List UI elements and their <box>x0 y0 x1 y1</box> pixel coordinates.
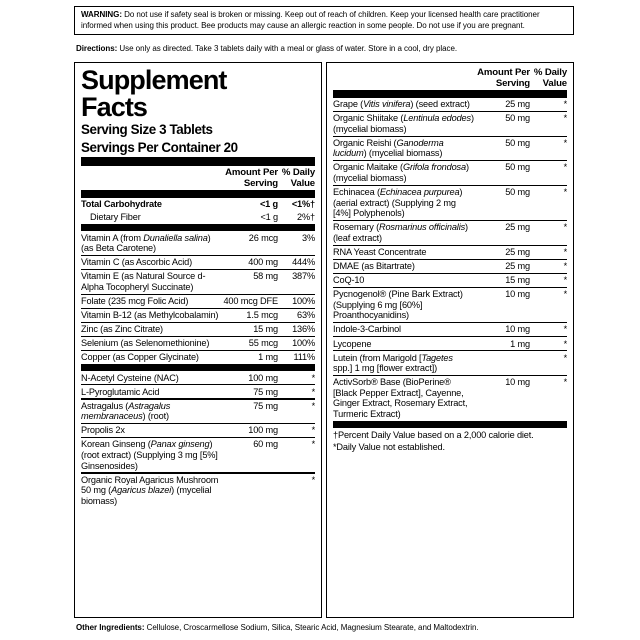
table-row <box>333 260 567 273</box>
nutrient-name: Organic Reishi (Ganoderma lucidum) (mycelial biomass) <box>333 137 444 159</box>
nutrient-daily-value: * <box>563 162 567 173</box>
nutrient-amount: 1.5 mcg <box>246 309 278 320</box>
other-ingredients-body: Cellulose, Croscarmellose Sodium, Silica, Stearic Acid, Magnesium Stearate, and Maltodextrin. <box>144 623 479 632</box>
nutrition-table-right <box>333 66 567 428</box>
table-row <box>81 309 315 322</box>
nutrient-name: DMAE (as Bitartrate) <box>333 261 415 272</box>
table-row <box>333 323 567 336</box>
warning-box <box>74 6 574 35</box>
table-row <box>81 438 315 472</box>
nutrient-name: Vitamin C (as Ascorbic Acid) <box>81 257 193 268</box>
table-row <box>333 161 567 185</box>
nutrient-amount <box>220 474 278 508</box>
nutrient-amount: 25 mg <box>505 99 530 110</box>
nutrient-name: Rosemary (Rosmarinus officinalis) (leaf extract) <box>333 222 468 243</box>
table-row <box>81 231 315 255</box>
table-row <box>333 137 567 161</box>
nutrient-daily-value: * <box>563 137 567 148</box>
supplement-facts-title-line2: Facts <box>81 92 148 122</box>
nutrition-table-left <box>81 166 315 508</box>
nutrient-amount: 15 mg <box>253 324 278 334</box>
nutrient-name: Organic Shiitake (Lentinula edodes) (mycelial biomass) <box>333 113 474 134</box>
separator-bar <box>81 190 315 198</box>
header-amount-line2-left: Serving <box>243 178 278 190</box>
nutrient-name: Vitamin E (as Natural Source d-Alpha Tocopheryl Succinate) <box>81 271 206 292</box>
nutrient-amount: 100 mg <box>248 372 278 383</box>
nutrient-daily-value: * <box>311 400 315 411</box>
serving-size: Serving Size 3 Tablets <box>81 122 213 137</box>
nutrient-name: RNA Yeast Concentrate <box>333 247 427 257</box>
table-row <box>333 274 567 287</box>
separator-bar <box>81 364 315 372</box>
table-row <box>81 351 315 364</box>
separator-bar <box>81 224 315 232</box>
nutrient-daily-value: * <box>563 247 567 257</box>
other-ingredients-label: Other Ingredients: <box>76 623 145 632</box>
table-row <box>333 288 567 322</box>
table-header-row-left <box>81 166 315 190</box>
table-row <box>81 385 315 398</box>
table-row <box>333 186 567 220</box>
panel-left-inner <box>75 63 321 617</box>
table-row <box>81 211 315 224</box>
nutrient-name: Total Carbohydrate <box>81 199 162 210</box>
table-row <box>333 337 567 350</box>
nutrient-name: Korean Ginseng (Panax ginseng) (root extract) (Supplying 3 mg [5%] Ginsenosides) <box>81 439 218 471</box>
nutrient-daily-value: * <box>563 352 567 363</box>
nutrient-name: ActivSorb® Base (BioPerine® [Black Pepper Extract], Cayenne, Ginger Extract, Rosemary Extract, Turmeric Extract) <box>333 377 468 419</box>
nutrient-name: Astragalus (Astragalus membranaceus) (root) <box>81 400 171 422</box>
header-amount-per-serving-left <box>220 166 278 190</box>
nutrient-daily-value: 100% <box>292 295 315 306</box>
nutrition-table-right-body <box>333 66 567 428</box>
nutrient-daily-value: 3% <box>302 232 315 243</box>
nutrient-amount: 10 mg <box>505 289 530 300</box>
nutrient-name: Zinc (as Zinc Citrate) <box>81 324 163 334</box>
table-row <box>333 98 567 111</box>
nutrient-amount: 26 mcg <box>248 232 278 243</box>
table-row <box>333 351 567 375</box>
supplement-facts-panel-right <box>326 62 574 618</box>
warning-text <box>81 10 568 31</box>
supplement-facts-title-line1: Supplement <box>81 65 227 95</box>
nutrient-daily-value: * <box>563 338 567 349</box>
header-amount-per-serving-right <box>474 66 530 90</box>
nutrient-daily-value: * <box>311 372 315 383</box>
table-separator <box>81 190 315 198</box>
nutrient-daily-value: * <box>311 386 315 397</box>
table-row <box>81 270 315 294</box>
header-dv-line1-right: % Daily <box>533 67 567 79</box>
nutrient-daily-value: <1%† <box>291 199 315 210</box>
nutrient-name: Vitamin A (from Dunaliella salina) (as Beta Carotene) <box>81 232 211 254</box>
header-blank-left <box>81 166 220 190</box>
nutrient-daily-value: * <box>311 439 315 450</box>
footnote-star: *Daily Value not established. <box>333 441 445 452</box>
nutrient-name: Organic Maitake (Grifola frondosa) (mycelial biomass) <box>333 162 469 184</box>
table-separator <box>333 90 567 98</box>
nutrient-daily-value: 387% <box>292 271 315 282</box>
nutrient-amount: 50 mg <box>505 187 530 198</box>
nutrition-table-left-body <box>81 166 315 508</box>
separator-bar <box>333 90 567 98</box>
table-row <box>81 474 315 508</box>
directions-label: Directions: <box>76 44 118 53</box>
other-ingredients-line <box>76 623 596 633</box>
separator-bar <box>333 421 567 429</box>
nutrient-name: Lycopene <box>333 338 372 349</box>
directions-body: Use only as directed. Take 3 tablets daily with a meal or glass of water. Store in a cool, dry place. <box>117 44 458 53</box>
nutrient-daily-value: * <box>563 99 567 110</box>
nutrient-name: N-Acetyl Cysteine (NAC) <box>81 372 179 383</box>
nutrient-name: Lutein (from Marigold [Tagetes spp.] 1 mg [flower extract]) <box>333 352 453 374</box>
nutrient-name: Echinacea (Echinacea purpurea) (aerial extract) (Supplying 2 mg [4%] Polyphenols) <box>333 187 463 219</box>
nutrient-amount: 55 mcg <box>248 338 278 349</box>
header-amount-line1-left: Amount Per <box>225 167 278 179</box>
supplement-facts-panel-left <box>74 62 322 618</box>
nutrient-amount: 1 mg <box>510 338 530 349</box>
nutrient-name: Organic Royal Agaricus Mushroom 50 mg (Agaricus blazei) (mycelial biomass) <box>81 474 219 506</box>
header-dv-line2-left: Value <box>290 178 315 190</box>
footnote-dagger: †Percent Daily Value based on a 2,000 calorie diet. <box>333 430 534 441</box>
nutrient-name: Pycnogenol® (Pine Bark Extract) (Supplying 6 mg [60%] Proanthocyanidins) <box>333 289 463 321</box>
header-amount-line2-right: Serving <box>495 78 530 90</box>
nutrient-daily-value: * <box>563 324 567 335</box>
nutrient-amount: 100 mg <box>248 425 278 436</box>
nutrient-name: Copper (as Copper Glycinate) <box>81 352 199 363</box>
table-row <box>81 198 315 211</box>
nutrient-amount: 50 mg <box>505 137 530 148</box>
nutrient-amount: <1 g <box>260 212 278 223</box>
nutrient-amount: 10 mg <box>505 324 530 335</box>
panel-right-inner <box>327 63 573 617</box>
nutrient-amount: 10 mg <box>505 377 530 388</box>
warning-body: Do not use if safety seal is broken or missing. Keep out of reach of children. Keep your licensed health care practitioner informed when using this product. Bee products may cause an allergic reaction in some people. Do not use if you are pregnant. <box>81 10 540 30</box>
nutrient-amount: 25 mg <box>505 247 530 257</box>
servings-per-container: Servings Per Container 20 <box>81 139 238 155</box>
nutrient-amount <box>474 351 530 375</box>
table-row <box>81 337 315 350</box>
nutrient-name: L-Pyroglutamic Acid <box>81 386 160 397</box>
nutrient-name: Grape (Vitis vinifera) (seed extract) <box>333 99 470 110</box>
header-dv-line2-right: Value <box>542 78 567 90</box>
table-row <box>81 256 315 269</box>
table-row <box>333 112 567 136</box>
table-row <box>81 371 315 384</box>
table-row <box>81 295 315 308</box>
nutrient-daily-value: 444% <box>292 257 315 268</box>
nutrient-daily-value: 136% <box>292 324 315 334</box>
nutrient-amount: 25 mg <box>505 261 530 272</box>
table-row <box>333 246 567 259</box>
header-amount-line1-right: Amount Per <box>477 67 530 79</box>
warning-label: WARNING: <box>81 10 122 19</box>
nutrient-amount: 75 mg <box>253 386 278 397</box>
nutrient-amount: 60 mg <box>253 439 278 450</box>
nutrient-amount: 15 mg <box>505 275 530 286</box>
nutrient-daily-value: * <box>563 113 567 124</box>
nutrient-amount: 1 mg <box>258 352 278 363</box>
nutrient-amount: <1 g <box>259 199 278 210</box>
nutrient-name: Vitamin B-12 (as Methylcobalamin) <box>81 309 219 320</box>
nutrient-daily-value: * <box>563 377 567 388</box>
header-dv-line1-left: % Daily <box>281 167 315 179</box>
nutrient-amount: 25 mg <box>505 222 530 233</box>
table-row <box>333 221 567 245</box>
nutrient-daily-value: * <box>311 474 315 485</box>
nutrient-amount: 400 mg <box>248 257 278 268</box>
nutrient-daily-value: * <box>563 275 567 286</box>
header-blank-right <box>333 66 474 90</box>
table-row <box>81 424 315 437</box>
nutrient-daily-value: * <box>311 425 315 436</box>
nutrient-daily-value: 63% <box>297 309 315 320</box>
nutrient-daily-value: * <box>563 187 567 198</box>
nutrient-amount: 400 mcg DFE <box>223 295 278 306</box>
nutrient-daily-value: 111% <box>293 352 315 363</box>
nutrient-daily-value: 100% <box>292 338 315 349</box>
nutrient-name: Dietary Fiber <box>90 212 141 223</box>
table-row <box>81 323 315 336</box>
table-separator <box>81 224 315 232</box>
directions-line <box>76 44 576 54</box>
header-daily-value-right <box>530 66 567 90</box>
table-row <box>333 376 567 421</box>
table-separator <box>333 421 567 429</box>
rule-below-servings <box>81 157 315 166</box>
table-row <box>81 400 315 424</box>
nutrient-daily-value: * <box>563 222 567 233</box>
table-separator <box>81 364 315 372</box>
nutrient-name: Propolis 2x <box>81 425 125 436</box>
nutrient-amount: 50 mg <box>505 113 530 124</box>
nutrient-daily-value: 2%† <box>297 212 315 223</box>
nutrient-amount: 75 mg <box>253 400 278 411</box>
nutrient-name: Selenium (as Selenomethionine) <box>81 338 210 349</box>
table-header-row-right <box>333 66 567 90</box>
nutrient-daily-value: * <box>563 261 567 272</box>
nutrient-daily-value: * <box>563 289 567 300</box>
nutrient-name: Indole-3-Carbinol <box>333 324 401 335</box>
nutrient-name: Folate (235 mcg Folic Acid) <box>81 295 189 306</box>
nutrient-amount: 58 mg <box>253 271 278 282</box>
nutrient-amount: 50 mg <box>505 162 530 173</box>
header-daily-value-left <box>278 166 315 190</box>
footnotes-block <box>333 428 567 453</box>
nutrient-name: CoQ-10 <box>333 275 365 286</box>
